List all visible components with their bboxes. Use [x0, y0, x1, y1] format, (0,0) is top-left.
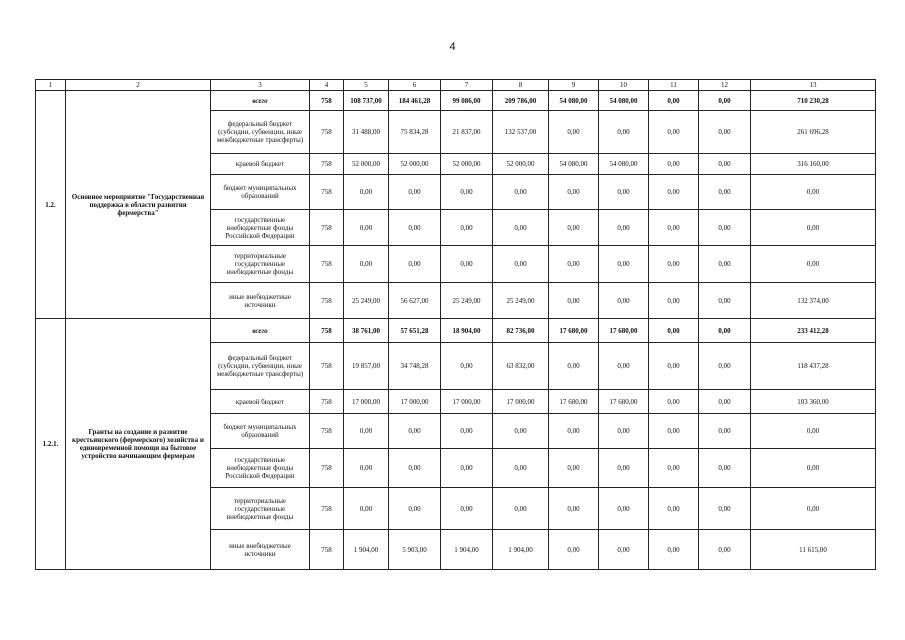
value-cell: 0,00: [751, 210, 876, 246]
value-cell: 0,00: [599, 488, 649, 530]
value-cell: 184 461,28: [389, 91, 441, 111]
code-cell: 758: [310, 154, 344, 175]
value-cell: 0,00: [649, 530, 699, 570]
value-cell: 82 736,00: [493, 319, 549, 343]
value-cell: 0,00: [549, 414, 599, 449]
value-cell: 118 437,28: [751, 343, 876, 390]
value-cell: 0,00: [649, 319, 699, 343]
value-cell: 75 834,28: [389, 111, 441, 154]
value-cell: 0,00: [549, 246, 599, 283]
header-cell-11: 11: [649, 80, 699, 91]
funding-source: государственные внебюджетные фонды Российской Федерации: [211, 449, 310, 488]
value-cell: 54 080,00: [549, 154, 599, 175]
value-cell: 0,00: [699, 449, 751, 488]
code-cell: 758: [310, 111, 344, 154]
value-cell: 0,00: [649, 488, 699, 530]
table-row: [36, 91, 876, 111]
value-cell: 0,00: [549, 210, 599, 246]
value-cell: 0,00: [699, 91, 751, 111]
value-cell: 0,00: [599, 210, 649, 246]
value-cell: 25 249,00: [441, 283, 493, 319]
value-cell: 0,00: [549, 283, 599, 319]
value-cell: 17 000,00: [493, 390, 549, 414]
value-cell: 0,00: [751, 246, 876, 283]
value-cell: 0,00: [751, 488, 876, 530]
value-cell: 17 000,00: [389, 390, 441, 414]
value-cell: 0,00: [549, 488, 599, 530]
value-cell: 52 000,00: [493, 154, 549, 175]
funding-source: иные внебюджетные источники: [211, 283, 310, 319]
value-cell: 0,00: [599, 111, 649, 154]
value-cell: 63 832,00: [493, 343, 549, 390]
value-cell: 52 000,00: [389, 154, 441, 175]
value-cell: 0,00: [344, 414, 389, 449]
value-cell: 0,00: [599, 530, 649, 570]
value-cell: 0,00: [344, 449, 389, 488]
value-cell: 710 230,28: [751, 91, 876, 111]
code-cell: 758: [310, 449, 344, 488]
value-cell: 17 680,00: [599, 319, 649, 343]
funding-source: государственные внебюджетные фонды Российской Федерации: [211, 210, 310, 246]
value-cell: 0,00: [599, 175, 649, 210]
value-cell: 0,00: [389, 175, 441, 210]
value-cell: 11 615,00: [751, 530, 876, 570]
value-cell: 0,00: [649, 390, 699, 414]
value-cell: 132 374,00: [751, 283, 876, 319]
value-cell: 0,00: [699, 210, 751, 246]
funding-source: бюджет муниципальных образований: [211, 414, 310, 449]
value-cell: 0,00: [389, 246, 441, 283]
code-cell: 758: [310, 343, 344, 390]
header-cell-2: 2: [66, 80, 211, 91]
funding-source: всего: [211, 319, 310, 343]
value-cell: 0,00: [699, 154, 751, 175]
value-cell: 0,00: [493, 488, 549, 530]
value-cell: 0,00: [649, 91, 699, 111]
value-cell: 54 080,00: [599, 91, 649, 111]
value-cell: 0,00: [344, 210, 389, 246]
value-cell: 0,00: [751, 175, 876, 210]
code-cell: 758: [310, 530, 344, 570]
value-cell: 261 696,28: [751, 111, 876, 154]
header-row: [36, 80, 876, 91]
code-cell: 758: [310, 91, 344, 111]
value-cell: 0,00: [649, 449, 699, 488]
value-cell: 0,00: [344, 488, 389, 530]
value-cell: 0,00: [649, 343, 699, 390]
value-cell: 52 000,00: [441, 154, 493, 175]
value-cell: 0,00: [649, 154, 699, 175]
value-cell: 0,00: [599, 343, 649, 390]
header-cell-3: 3: [211, 80, 310, 91]
value-cell: 0,00: [699, 530, 751, 570]
value-cell: 0,00: [441, 246, 493, 283]
value-cell: 0,00: [751, 449, 876, 488]
header-cell-7: 7: [441, 80, 493, 91]
value-cell: 25 249,00: [344, 283, 389, 319]
funding-source: федеральный бюджет (субсидии, субвенции, иные межбюджетные трансферты): [211, 111, 310, 154]
header-cell-8: 8: [493, 80, 549, 91]
table-body: [36, 80, 876, 570]
code-cell: 758: [310, 488, 344, 530]
value-cell: 0,00: [699, 414, 751, 449]
value-cell: 108 737,00: [344, 91, 389, 111]
value-cell: 0,00: [699, 283, 751, 319]
value-cell: 103 360,00: [751, 390, 876, 414]
value-cell: 25 249,00: [493, 283, 549, 319]
value-cell: 1 904,00: [344, 530, 389, 570]
value-cell: 0,00: [441, 210, 493, 246]
header-cell-12: 12: [699, 80, 751, 91]
value-cell: 31 488,00: [344, 111, 389, 154]
value-cell: 0,00: [441, 343, 493, 390]
item-number: 1.2.1.: [36, 319, 66, 570]
value-cell: 18 904,00: [441, 319, 493, 343]
value-cell: 0,00: [493, 414, 549, 449]
value-cell: 0,00: [599, 283, 649, 319]
value-cell: 0,00: [344, 246, 389, 283]
code-cell: 758: [310, 246, 344, 283]
funding-source: краевой бюджет: [211, 390, 310, 414]
value-cell: 0,00: [699, 343, 751, 390]
value-cell: 19 857,00: [344, 343, 389, 390]
value-cell: 0,00: [389, 449, 441, 488]
value-cell: 0,00: [549, 449, 599, 488]
value-cell: 0,00: [389, 210, 441, 246]
value-cell: 99 086,00: [441, 91, 493, 111]
value-cell: 17 000,00: [344, 390, 389, 414]
value-cell: 0,00: [699, 319, 751, 343]
header-cell-5: 5: [344, 80, 389, 91]
value-cell: 0,00: [389, 414, 441, 449]
value-cell: 0,00: [751, 414, 876, 449]
value-cell: 0,00: [549, 343, 599, 390]
value-cell: 0,00: [649, 414, 699, 449]
value-cell: 0,00: [441, 175, 493, 210]
code-cell: 758: [310, 283, 344, 319]
value-cell: 0,00: [699, 488, 751, 530]
value-cell: 17 680,00: [599, 390, 649, 414]
value-cell: 0,00: [649, 246, 699, 283]
header-cell-1: 1: [36, 80, 66, 91]
funding-source: территориальные государственные внебюджетные фонды: [211, 246, 310, 283]
value-cell: 0,00: [649, 210, 699, 246]
value-cell: 17 000,00: [441, 390, 493, 414]
funding-source: федеральный бюджет (субсидии, субвенции, иные межбюджетные трансферты): [211, 343, 310, 390]
value-cell: 1 904,00: [441, 530, 493, 570]
funding-source: краевой бюджет: [211, 154, 310, 175]
code-cell: 758: [310, 390, 344, 414]
value-cell: 0,00: [599, 449, 649, 488]
value-cell: 0,00: [699, 175, 751, 210]
budget-table: [35, 79, 876, 570]
funding-source: всего: [211, 91, 310, 111]
funding-source: иные внебюджетные источники: [211, 530, 310, 570]
value-cell: 316 160,00: [751, 154, 876, 175]
value-cell: 17 680,00: [549, 319, 599, 343]
code-cell: 758: [310, 319, 344, 343]
value-cell: 0,00: [441, 488, 493, 530]
value-cell: 0,00: [549, 530, 599, 570]
value-cell: 0,00: [389, 488, 441, 530]
value-cell: 0,00: [344, 175, 389, 210]
funding-source: территориальные государственные внебюджетные фонды: [211, 488, 310, 530]
value-cell: 132 537,00: [493, 111, 549, 154]
page-number: 4: [449, 41, 456, 53]
header-cell-10: 10: [599, 80, 649, 91]
value-cell: 0,00: [493, 246, 549, 283]
item-title: Гранты на создание и развитие крестьянского (фермерского) хозяйства и единовременной помощи на бытовое устройство начинающим фермерам: [66, 319, 211, 570]
value-cell: 0,00: [699, 111, 751, 154]
table-row: [36, 319, 876, 343]
value-cell: 17 680,00: [549, 390, 599, 414]
header-cell-9: 9: [549, 80, 599, 91]
value-cell: 0,00: [549, 175, 599, 210]
value-cell: 1 904,00: [493, 530, 549, 570]
value-cell: 0,00: [493, 210, 549, 246]
value-cell: 57 651,28: [389, 319, 441, 343]
value-cell: 54 080,00: [599, 154, 649, 175]
value-cell: 0,00: [699, 246, 751, 283]
header-cell-4: 4: [310, 80, 344, 91]
header-cell-13: 13: [751, 80, 876, 91]
value-cell: 209 786,00: [493, 91, 549, 111]
value-cell: 34 748,28: [389, 343, 441, 390]
value-cell: 52 000,00: [344, 154, 389, 175]
value-cell: 0,00: [441, 414, 493, 449]
value-cell: 233 412,28: [751, 319, 876, 343]
value-cell: 54 080,00: [549, 91, 599, 111]
value-cell: 38 761,00: [344, 319, 389, 343]
value-cell: 5 903,00: [389, 530, 441, 570]
code-cell: 758: [310, 414, 344, 449]
header-cell-6: 6: [389, 80, 441, 91]
value-cell: 0,00: [599, 246, 649, 283]
value-cell: 0,00: [493, 175, 549, 210]
value-cell: 0,00: [441, 449, 493, 488]
item-number: 1.2.: [36, 91, 66, 319]
value-cell: 0,00: [699, 390, 751, 414]
item-title: Основное мероприятие "Государственная поддержка в области развития фермерства": [66, 91, 211, 319]
code-cell: 758: [310, 210, 344, 246]
value-cell: 0,00: [649, 283, 699, 319]
value-cell: 0,00: [549, 111, 599, 154]
value-cell: 0,00: [649, 175, 699, 210]
value-cell: 0,00: [493, 449, 549, 488]
code-cell: 758: [310, 175, 344, 210]
value-cell: 0,00: [649, 111, 699, 154]
value-cell: 56 627,00: [389, 283, 441, 319]
value-cell: 0,00: [599, 414, 649, 449]
value-cell: 21 837,00: [441, 111, 493, 154]
funding-source: бюджет муниципальных образований: [211, 175, 310, 210]
